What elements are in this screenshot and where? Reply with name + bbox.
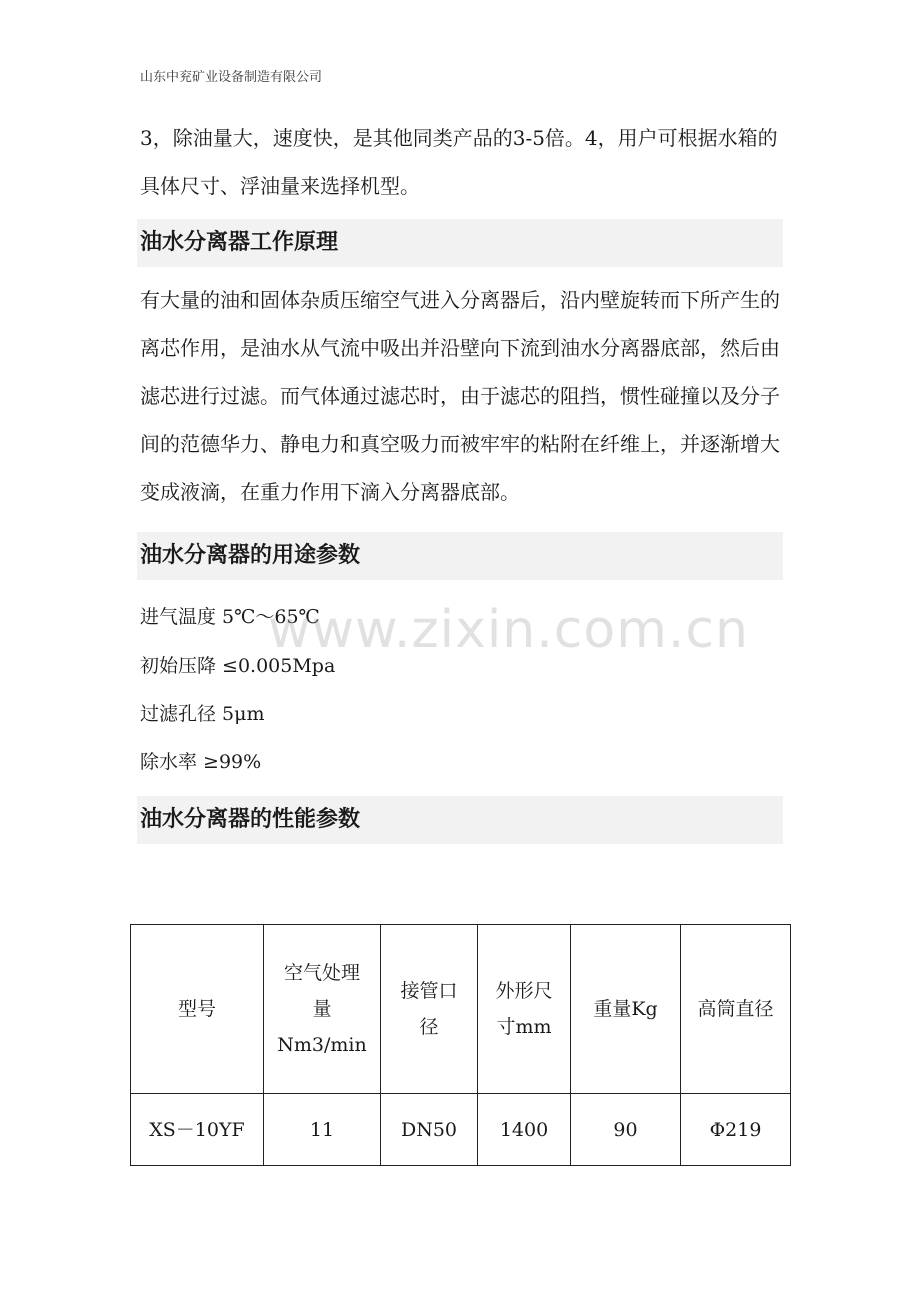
usage-heading: 油水分离器的用途参数: [137, 532, 783, 580]
cell-pipe-diameter: DN50: [381, 1094, 478, 1166]
cell-dimensions: 1400: [478, 1094, 571, 1166]
performance-heading: 油水分离器的性能参数: [137, 796, 783, 844]
param-filter-pore-size: 过滤孔径 5μm: [140, 703, 265, 725]
principle-heading: 油水分离器工作原理: [137, 219, 783, 267]
header-line: 高筒直径: [697, 998, 774, 1020]
header-line: 径: [419, 1016, 439, 1038]
table-header-row: [131, 925, 791, 1094]
cell-model: XS－10YF: [131, 1094, 264, 1166]
header-air-capacity: [264, 925, 381, 1094]
header-line: 重量Kg: [593, 998, 658, 1020]
watermark: www.zixin.com.cn: [268, 600, 749, 660]
header-dimensions: [478, 925, 571, 1094]
header-line: 寸mm: [496, 1016, 552, 1038]
param-initial-pressure-drop: 初始压降 ≤0.005Mpa: [140, 655, 336, 677]
performance-table: [130, 924, 791, 1166]
param-intake-temperature: 进气温度 5℃～65℃: [140, 606, 320, 628]
table-row: [131, 1094, 791, 1166]
intro-paragraph: 3，除油量大，速度快，是其他同类产品的3-5倍。4，用户可根据水箱的具体尺寸、浮油量来选择机型。: [140, 126, 778, 198]
header-model: [131, 925, 264, 1094]
principle-paragraph: 有大量的油和固体杂质压缩空气进入分离器后，沿内壁旋转而下所产生的离芯作用，是油水从气流中吸出并沿壁向下流到油水分离器底部，然后由滤芯进行过滤。而气体通过滤芯时，由于滤芯的阻挡，惯性碰撞以及分子间的范德华力、静电力和真空吸力而被牢牢的粘附在纤维上，并逐渐增大变成液滴，在重力作用下滴入分离器底部。: [140, 288, 780, 504]
header-line: 量: [312, 998, 332, 1020]
header-pipe-diameter: [381, 925, 478, 1094]
company-header: 山东中兖矿业设备制造有限公司: [140, 70, 323, 85]
header-line: 型号: [177, 998, 216, 1020]
cell-cylinder-diameter: Φ219: [681, 1094, 791, 1166]
header-line: 接管口: [400, 980, 458, 1002]
header-line: 空气处理: [283, 962, 360, 984]
header-weight: [571, 925, 681, 1094]
cell-air-capacity: 11: [264, 1094, 381, 1166]
cell-weight: 90: [571, 1094, 681, 1166]
param-water-removal-rate: 除水率 ≥99%: [140, 751, 262, 773]
header-line: 外形尺: [495, 980, 553, 1002]
header-line: Nm3/min: [277, 1034, 367, 1056]
header-cylinder-diameter: [681, 925, 791, 1094]
